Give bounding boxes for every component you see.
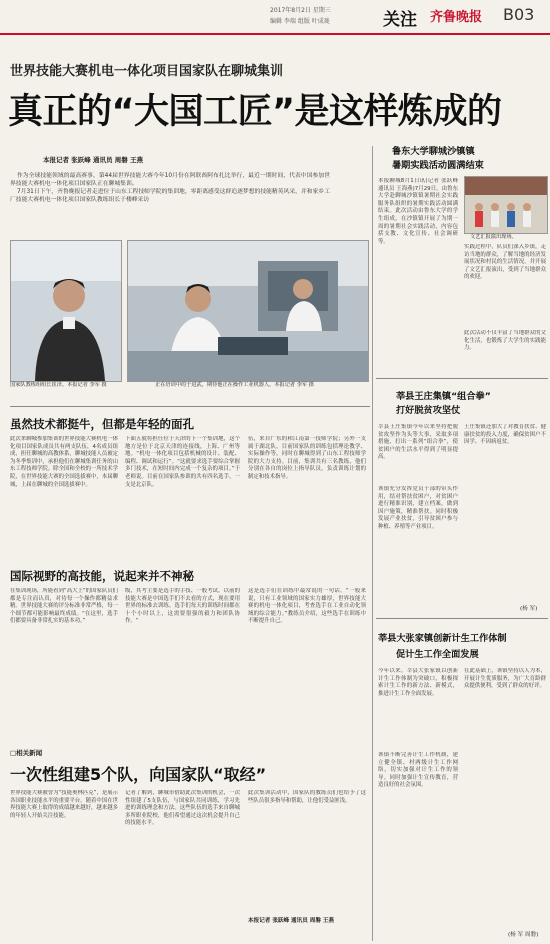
right1-divider xyxy=(376,378,548,379)
right3-title-1: 莘县大张家镇创新计生工作体制 xyxy=(378,633,507,644)
masthead xyxy=(0,0,550,34)
right3-byline: (杨 军 周磐) xyxy=(508,932,539,938)
photo-coach-caption: 国家队教练组组长崔泽。本报记者 李军 摄 xyxy=(10,382,107,388)
photo-performance-caption: 文艺汇报演出现场。 xyxy=(470,234,517,240)
story3-col3: 此次集训活动中，国家队的教练员们也给予了这些队员很多指导和帮助，让他们受益匪浅。 xyxy=(248,790,366,804)
photo-training-caption: 正在培训中的于进武，期待他正在操作工业机器人。本报记者 李军 摄 xyxy=(155,382,314,388)
story2-heading: 国际视野的高技能，说起来并不神秘 xyxy=(10,569,194,583)
right3-body1: 今年以来，莘县大张家镇以创新计生工作体制为突破口，积极探索计生工作的新方法、新模式，推进计生工作全面发展。 xyxy=(378,668,458,697)
masthead-date: 2017年8月2日 星期三 xyxy=(270,7,331,14)
story3-col1: 世界技能大赛被誉为“技能奥林匹克”，是展示各国职业技能水平的重要平台。随着中国在世界技能大赛上取得的成绩越来越好，越来越多的年轻人开始关注技能。 xyxy=(10,790,118,819)
photo-coach xyxy=(10,240,122,382)
right2-title-1: 莘县王庄集镇“组合拳” xyxy=(396,391,491,402)
lead-intro-p1: 作为全球技能领域的最高赛事，第44届世界技能大赛今年10月份在阿联酋阿布扎比举行，最近一期时间，代表中国参加世界技能大赛机电一体化项目国家队正在聊城集训。 xyxy=(10,173,330,187)
photo-training xyxy=(127,240,369,382)
story2-col3: 这是选手们在训练中最常说的一句话。“一般来说，只有工业领域的国家实力雄厚，世界技能大赛的机电一体化项目，考查选手在工业自动化领域的综合能力。”教练员介绍，这些选手在训练中不断提升自己。 xyxy=(248,588,366,625)
photo-coach-image xyxy=(11,241,121,381)
right1-body3: 此次活动不仅丰富了当地群众的文化生活，也锻炼了大学生的实践能力。 xyxy=(464,330,546,352)
masthead-editor: 编辑 李瑞 组版 叶成珑 xyxy=(270,18,330,25)
right2-body3: 王庄集镇还加大了对教育扶贫、健康扶贫的投入力度，确保贫困户不因学、不因病返贫。 xyxy=(464,424,546,446)
story1-heading: 虽然技术都挺牛，但都是年轻的面孔 xyxy=(10,417,194,431)
right3-title-2: 促计生工作全面发展 xyxy=(396,649,479,660)
right2-title-2: 打好脱贫攻坚仗 xyxy=(396,405,461,416)
masthead-paper-logo: 齐鲁晚报 xyxy=(430,10,483,25)
right1-body1: 本报聊城8月1日讯(记者 张跃峰 通讯员 王海燕)7月29日，由鲁东大学赴聊城沙镇镇暑期社会实践服务队组织的暑期实践活动圆满结束。此次活动由鲁东大学的学生组成，在沙镇镇开展了为期一周的暑期社会实践活动，内容包括支教、文化宣传、社会调研等。 xyxy=(378,178,458,245)
right1-title-2: 暑期实践活动圆满结束 xyxy=(392,160,484,171)
lead-intro xyxy=(10,172,330,232)
masthead-rule xyxy=(0,33,550,35)
masthead-section: 关注 xyxy=(383,10,417,30)
lead-divider xyxy=(10,406,370,407)
right1-body2: 实践过程中，队员们深入乡镇，走访当地的群众，了解当地的经济发展状况和村民的生活情况，并开展了文艺汇报演出，受到了当地群众的欢迎。 xyxy=(464,244,546,281)
story2-col1: 在集训现场，所能看到“高大上”的国家队员们都是专注而认真，对待每一个操作都精益求精。世界技能大赛的评分标准非常严格，每一个细节都可能影响最终成绩。“在这里，选手们都要具备非常扎实的基本功。” xyxy=(10,588,118,625)
story3-col2: 记者了解到，聊城市借助此次集训的机会，一次性组建了5支队伍，与国家队共同训练，学习先进的训练理念和方法。这些队伍的选手来自聊城多所职业院校，他们希望通过这次机会提升自己的技能水平。 xyxy=(125,790,240,827)
story3-byline: 本报记者 张跃峰 通讯员 周磐 王燕 xyxy=(248,918,335,924)
story1-col1: 此次来聊城参加集训的世界技能大赛机电一体化项目国家队成员共有两支队伍，4名成员组成，担任聊城的高教体系，聊城技能人员被定为冬季集训中，承担他们在聊城集训任务的山东工程技师学院。除全国和全校的一所技术学院，在世界技能大赛的全国选拔赛中，本届聊城，上届在聊城的全国选拔赛中。 xyxy=(10,436,118,488)
related-news-tag: □相关新闻 xyxy=(10,749,43,757)
photo-training-image xyxy=(128,241,368,381)
story1-col2: 下面五就将担任位于天津的下一个集训地，这个地方是位于北京天津的连接线，上海、广州等地。“机电一体化项目包括机械的设计、装配、编程、调试和运行”。“这就要求选手要综合掌握多门技术，在短时间内完成一个复杂的项目。”于老师说。目前在国家队参训的共有四名选手，一支是北京队。 xyxy=(125,436,240,488)
right1-title-1: 鲁东大学聊城沙镇镇 xyxy=(392,146,475,157)
right2-body1: 莘县王庄集镇今年以来坚持把脱贫攻坚作为头等大事，采取多项措施，打出一系列“组合拳”，使贫困户的生活水平得到了明显提高。 xyxy=(378,424,458,461)
lead-kicker: 世界技能大赛机电一体化项目国家队在聊城集训 xyxy=(10,64,284,79)
right3-body2: 该镇不断完善计生工作机制，建立健全镇、村两级计生工作网络，切实加强对计生工作的领导。同时加强计生宣传教育，营造良好的社会氛围。 xyxy=(378,752,458,789)
story2-col2: 级，其考主要是选手的手技、一般考试，以前的技能大赛是中国选手们不去看的方式，现在要用世界的标准去训练。选手们每天的训练时间都在十个小时以上，这需要很强的毅力和团队协作。“ xyxy=(125,588,240,625)
lead-title: 真正的“大国工匠”是这样炼成的 xyxy=(8,92,502,132)
lead-byline: 本报记者 张跃峰 通讯员 周磐 王燕 xyxy=(43,156,144,164)
story3-heading: 一次性组建5个队，向国家队“取经” xyxy=(10,765,267,784)
right2-byline: (杨 军) xyxy=(520,606,538,612)
lead-intro-p2: 7月31日下午，齐鲁晚报记者走进位于山东工程技师学院的集训地，零距离感受这群追逐梦想的技能精英风采，并和家乡工厂技能大赛机电一体化项目国家队教练组长于楼峰采访 xyxy=(10,189,330,203)
photo-performance-image xyxy=(465,177,547,233)
story1-col3: 伍，来自广东的和江南第一技师学院；另外一支属于湖北队。目前国家队的训练包括理论教学、实际操作等，同时在聊城得到了山东工程技师学院的大力支持。目前，集训共有三名教练，他们分别在各自的岗位上指导队员，负责训练计划的制定和技术指导。 xyxy=(248,436,366,480)
photo-performance xyxy=(464,176,548,234)
right3-body3: 在此基础上，该镇坚持以人为本，开展计生优质服务，为广大育龄群众提供便利，受到了群众的好评。 xyxy=(464,668,546,690)
column-separator xyxy=(372,146,373,941)
masthead-page: B03 xyxy=(503,5,535,24)
right2-body2: 该镇充分发挥党员干部的带头作用，结对帮扶贫困户，对贫困户进行精准识别，建立档案，做到因户施策，精准帮扶。同时积极发展产业扶贫，引导贫困户参与种植、养殖等产业项目。 xyxy=(378,486,458,530)
right2-divider xyxy=(376,618,548,619)
